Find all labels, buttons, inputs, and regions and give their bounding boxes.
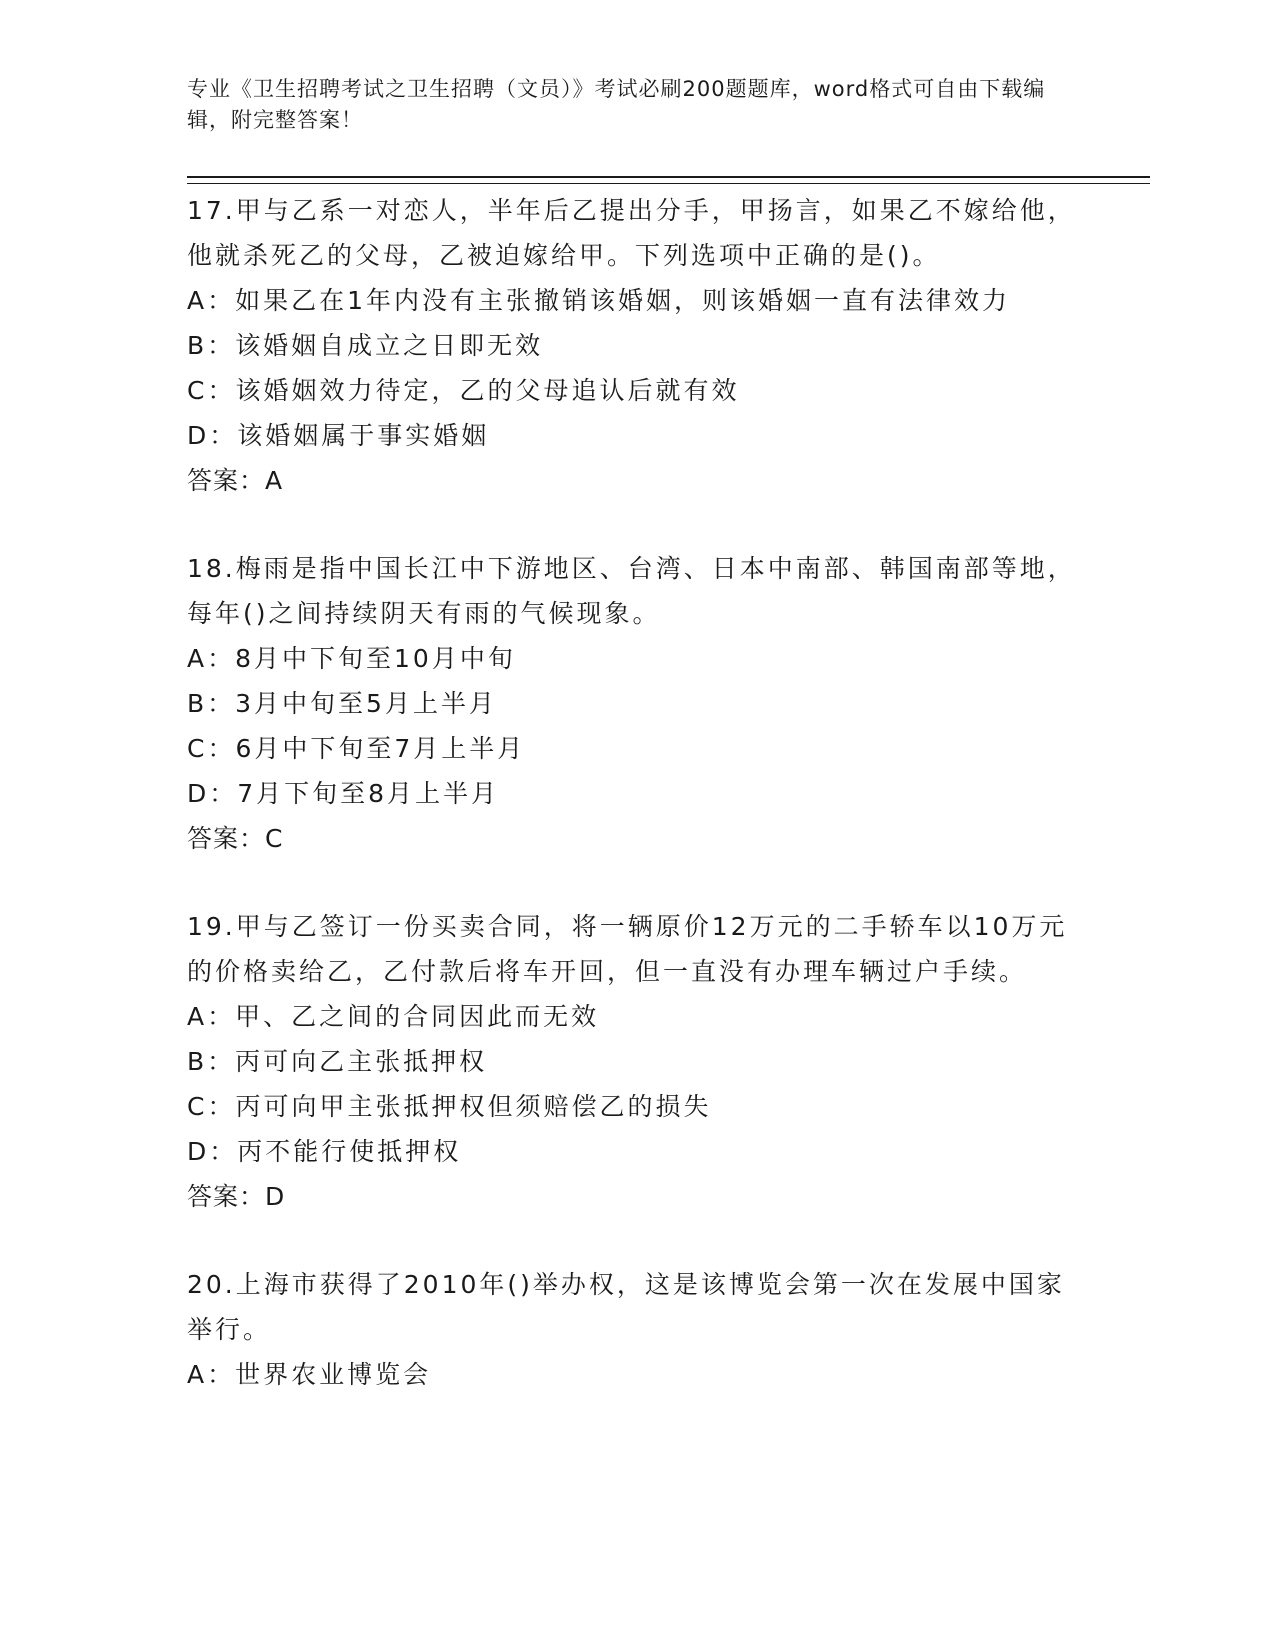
answer-line (187, 458, 1087, 503)
option-c: C：6月中下旬至7月上半月 (187, 734, 526, 763)
answer-line (187, 1174, 1087, 1219)
option-d: D：该婚姻属于事实婚姻 (187, 421, 490, 450)
answer-label: 答案： (187, 466, 266, 495)
option-b: B：3月中旬至5月上半月 (187, 689, 497, 718)
question-stem: 20.上海市获得了2010年()举办权，这是该博览会第一次在发展中国家举行。 (187, 1270, 1065, 1344)
question-stem: 17.甲与乙系一对恋人，半年后乙提出分手，甲扬言，如果乙不嫁给他，他就杀死乙的父母，乙被迫嫁给甲。下列选项中正确的是()。 (187, 196, 1076, 270)
answer-value: C (265, 824, 284, 853)
option-d: D：7月下旬至8月上半月 (187, 779, 500, 808)
option-a: A：8月中下旬至10月中旬 (187, 644, 516, 673)
question-17 (187, 188, 1087, 503)
option-a: A：如果乙在1年内没有主张撤销该婚姻，则该婚姻一直有法律效力 (187, 286, 1011, 315)
answer-label: 答案： (187, 824, 266, 853)
option-b: B：该婚姻自成立之日即无效 (187, 331, 544, 360)
option-c: C：该婚姻效力待定，乙的父母追认后就有效 (187, 376, 740, 405)
question-19 (187, 904, 1087, 1219)
answer-value: D (265, 1182, 286, 1211)
answer-value: A (265, 466, 284, 495)
document-header: 专业《卫生招聘考试之卫生招聘（文员）》考试必刷200题题库，word格式可自由下载编辑，附完整答案！ (187, 77, 1046, 132)
option-a: A：世界农业博览会 (187, 1360, 432, 1389)
option-d: D：丙不能行使抵押权 (187, 1137, 462, 1166)
answer-line (187, 816, 1087, 861)
option-b: B：丙可向乙主张抵押权 (187, 1047, 488, 1076)
option-c: C：丙可向甲主张抵押权但须赔偿乙的损失 (187, 1092, 712, 1121)
header-divider (187, 176, 1150, 184)
question-stem: 18.梅雨是指中国长江中下游地区、台湾、日本中南部、韩国南部等地，每年()之间持续阴天有雨的气候现象。 (187, 554, 1076, 628)
answer-label: 答案： (187, 1182, 266, 1211)
question-18 (187, 546, 1087, 861)
question-list (187, 188, 1087, 1440)
question-stem: 19.甲与乙签订一份买卖合同，将一辆原价12万元的二手轿车以10万元的价格卖给乙，乙付款后将车开回，但一直没有办理车辆过户手续。 (187, 912, 1068, 986)
question-20 (187, 1262, 1087, 1397)
option-a: A：甲、乙之间的合同因此而无效 (187, 1002, 600, 1031)
